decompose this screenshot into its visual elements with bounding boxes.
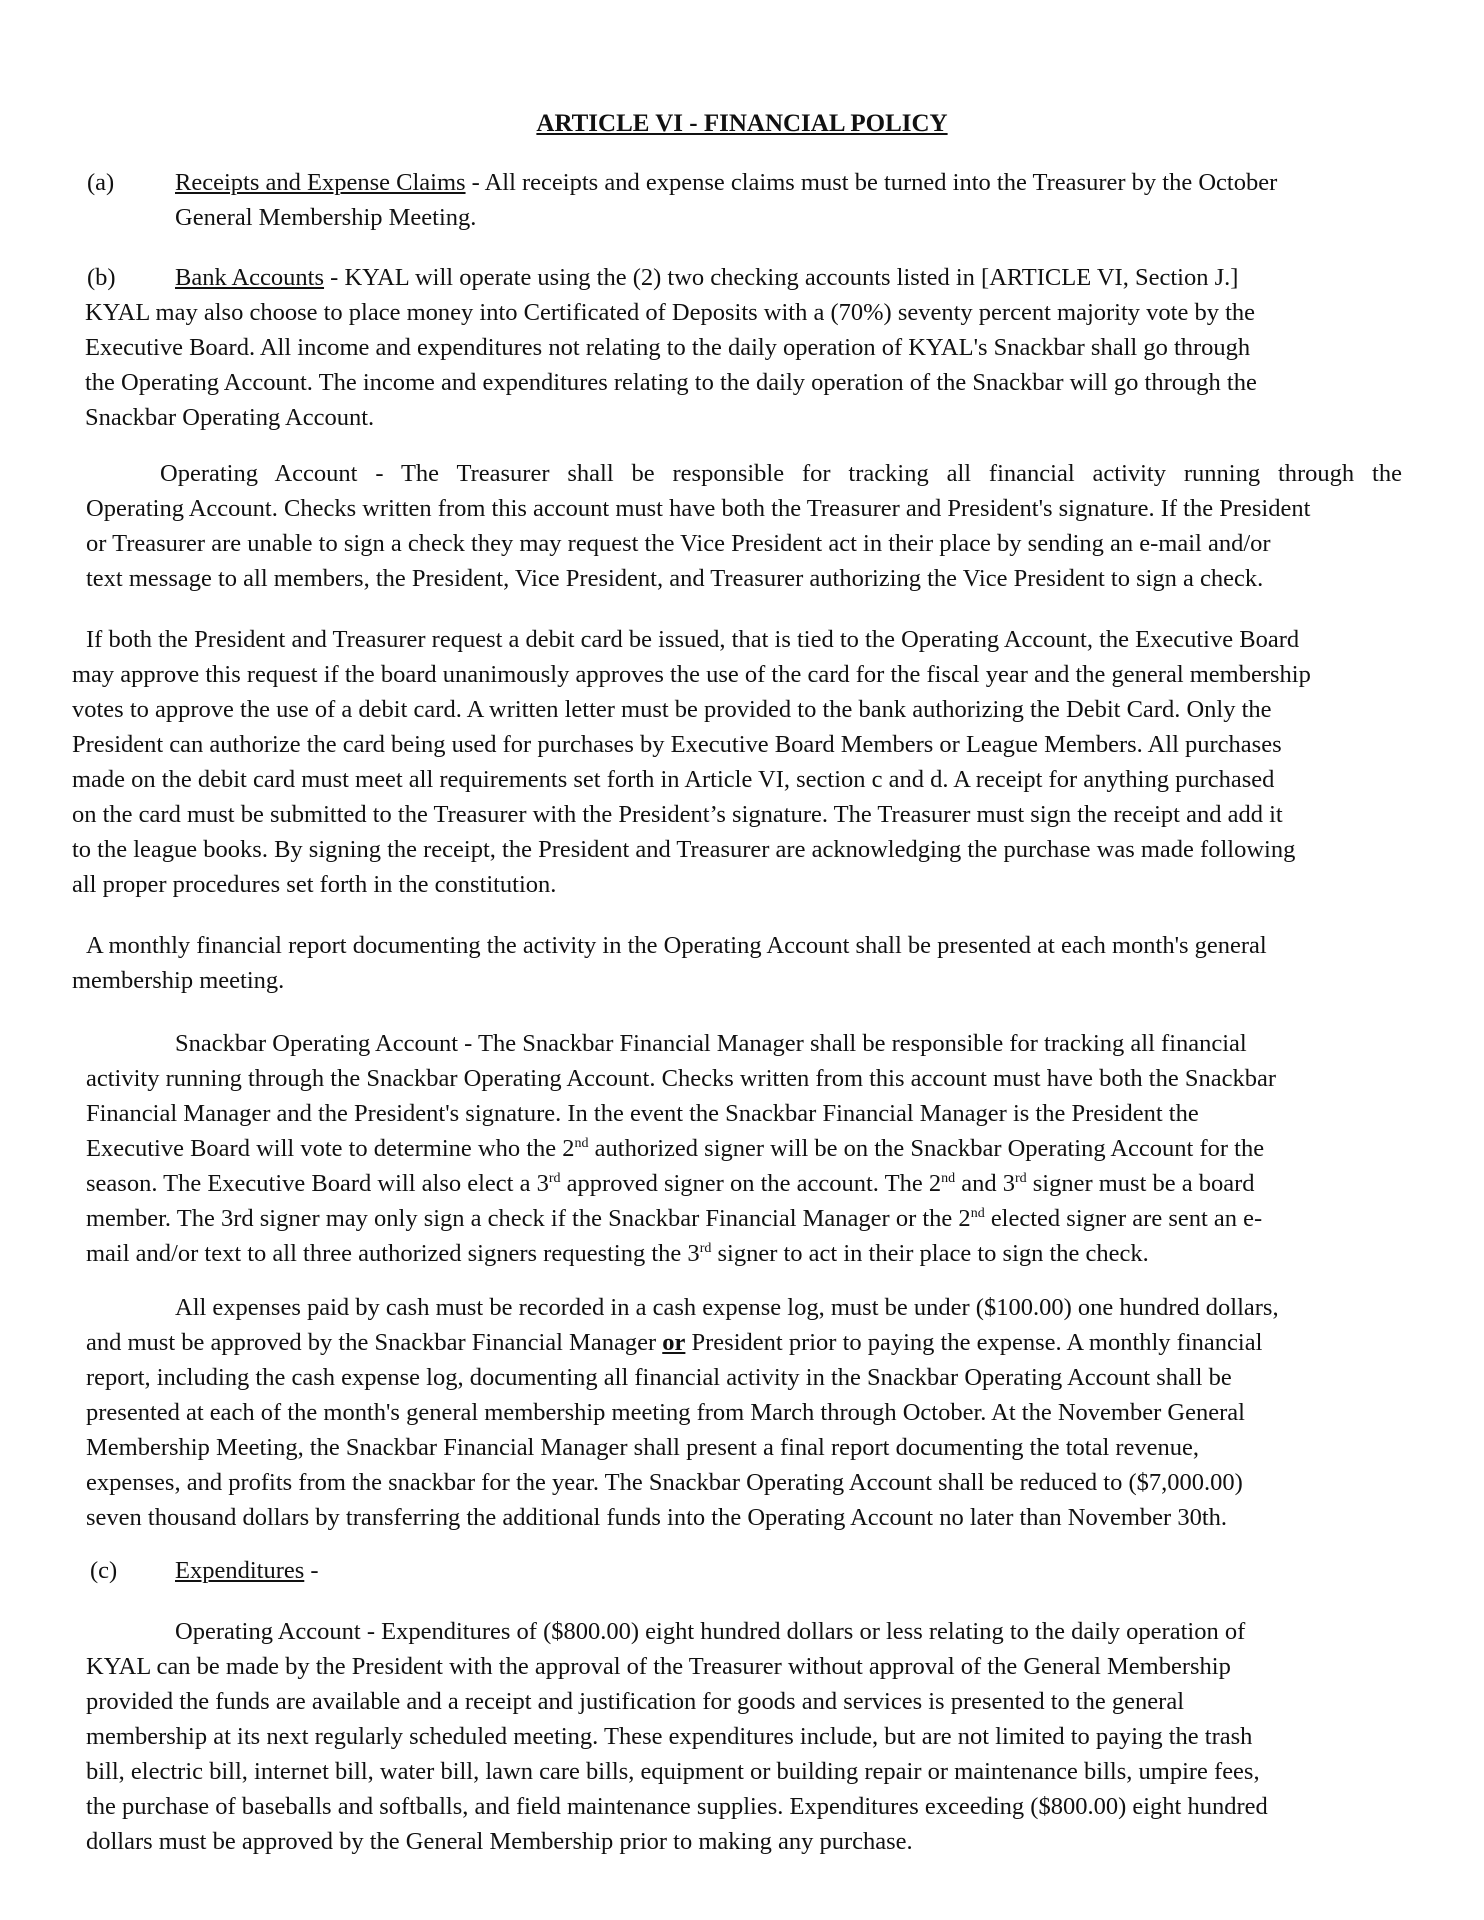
section-b-line-1: (b) Bank Accounts - KYAL will operate using the (2) two checking accounts listed in [ARTICLE VI, Section J.] bbox=[85, 260, 1425, 295]
section-b-line-5: Snackbar Operating Account. bbox=[85, 404, 375, 431]
snackbar-account-paragraph: Snackbar Operating Account - The Snackbar Financial Manager shall be responsible for tracking all financial activity running through the Snackbar Operating Account. Checks written from this account must have both the Snackbar Financial Manager and the President's signature. In the event the Snackbar Financial Manager is the President the Executive Board will vote to determine who the 2nd authorized signer will be on the Snackbar Operating Account for the season. The Executive Board will also elect a 3rd approved signer on the account. The 2nd and 3rd signer must be a board member. The 3rd signer may only sign a check if the Snackbar Financial Manager or the 2nd elected signer are sent an e- mail and/or text to all three authorized signers requesting the 3rd signer to act in their place to sign the check. bbox=[86, 1030, 1276, 1267]
section-c-label: (c) bbox=[90, 1557, 118, 1584]
debit-card-paragraph: If both the President and Treasurer request a debit card be issued, that is tied to the Operating Account, the Executive Board may approve this request if the board unanimously approves the use of the card for the fiscal year and the general membership votes to approve the use of a debit card. A written letter must be provided to the bank authorizing the Debit Card. Only the President can authorize the card being used for purchases by Executive Board Members or League Members. All purchases made on the debit card must meet all requirements set forth in Article VI, section c and d. A receipt for anything purchased on the card must be submitted to the Treasurer with the President’s signature. The Treasurer must sign the receipt and add it to the league books. By signing the receipt, the President and Treasurer are acknowledging the purchase was made following all proper procedures set forth in the constitution. bbox=[72, 626, 1311, 898]
section-a-heading: Receipts and Expense Claims bbox=[175, 169, 466, 196]
section-a-line-2: General Membership Meeting. bbox=[175, 204, 477, 231]
article-title: ARTICLE VI - FINANCIAL POLICY bbox=[536, 110, 948, 137]
monthly-report-paragraph: A monthly financial report documenting the activity in the Operating Account shall be presented at each month's general membership meeting. bbox=[72, 932, 1267, 994]
section-b-line-4: the Operating Account. The income and expenditures relating to the daily operation of the Snackbar will go through the bbox=[85, 369, 1257, 396]
section-b bbox=[85, 260, 1425, 435]
emphasis-or: or bbox=[662, 1329, 686, 1356]
section-a bbox=[87, 165, 1407, 235]
expenditures-paragraph: Operating Account - Expenditures of ($800.00) eight hundred dollars or less relating to the daily operation of KYAL can be made by the President with the approval of the Treasurer without approval of the General Membership provided the funds are available and a receipt and justification for goods and services is presented to the general membership at its next regularly scheduled meeting. These expenditures include, but are not limited to paying the trash bill, electric bill, internet bill, water bill, lawn care bills, equipment or building repair or maintenance bills, umpire fees, the purchase of baseballs and softballs, and field maintenance supplies. Expenditures exceeding ($800.00) eight hundred dollars must be approved by the General Membership prior to making any purchase. bbox=[86, 1618, 1268, 1855]
section-b-heading: Bank Accounts bbox=[175, 264, 325, 291]
section-c: (c) Expenditures - bbox=[90, 1553, 1390, 1588]
section-b-label: (b) bbox=[87, 264, 116, 291]
section-a-line-1: (a) Receipts and Expense Claims - All receipts and expense claims must be turned into the Treasurer by the October bbox=[87, 165, 1407, 200]
cash-expenses-paragraph: All expenses paid by cash must be recorded in a cash expense log, must be under ($100.00) one hundred dollars, and must be approved by the Snackbar Financial Manager or President prior to paying the expense. A monthly financial report, including the cash expense log, documenting all financial activity in the Snackbar Operating Account shall be presented at each of the month's general membership meeting from March through October. At the November General Membership Meeting, the Snackbar Financial Manager shall present a final report documenting the total revenue, expenses, and profits from the snackbar for the year. The Snackbar Operating Account shall be reduced to ($7,000.00) seven thousand dollars by transferring the additional funds into the Operating Account no later than November 30th. bbox=[86, 1294, 1279, 1531]
operating-account-paragraph: Operating Account - The Treasurer shall be responsible for tracking all financial activity running through the Operating Account. Checks written from this account must have both the Treasurer and President's signature. If the President or Treasurer are unable to sign a check they may request the Vice President act in their place by sending an e-mail and/or text message to all members, the President, Vice President, and Treasurer authorizing the Vice President to sign a check. bbox=[86, 460, 1402, 592]
section-c-heading: Expenditures bbox=[175, 1557, 305, 1584]
section-b-line-3: Executive Board. All income and expenditures not relating to the daily operation of KYAL's Snackbar shall go through bbox=[85, 334, 1251, 361]
section-a-label: (a) bbox=[87, 169, 115, 196]
section-b-line-2: KYAL may also choose to place money into Certificated of Deposits with a (70%) seventy percent majority vote by the bbox=[85, 299, 1256, 326]
